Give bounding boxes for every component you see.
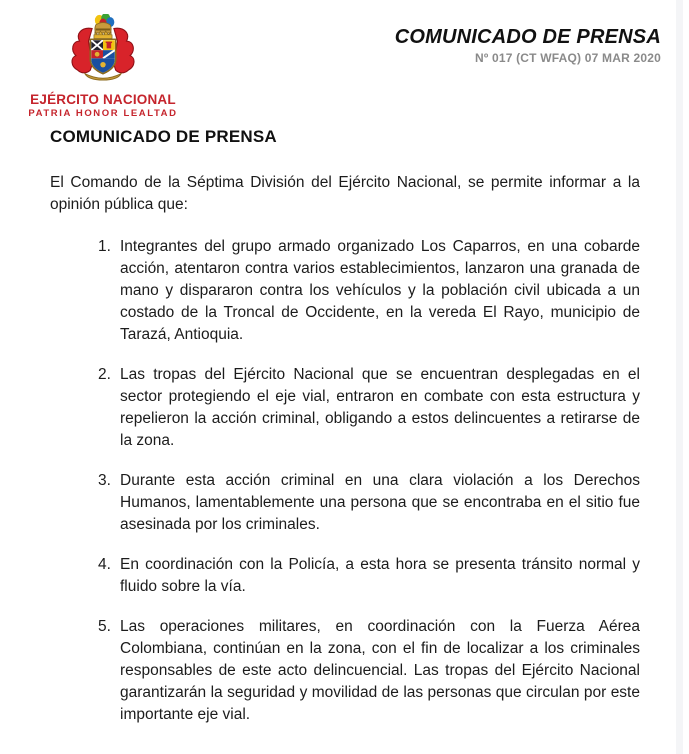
list-item <box>50 616 640 726</box>
document-header <box>0 0 689 119</box>
army-crest-icon <box>57 14 149 90</box>
army-logo-block <box>18 14 188 119</box>
numbered-list <box>50 236 640 726</box>
intro-paragraph: El Comando de la Séptima División del Ejército Nacional, se permite informar a la opinión pública que: <box>50 174 640 213</box>
list-item-text: Las tropas del Ejército Nacional que se encuentran desplegadas en el sector protegiendo el eje vial, entraron en combate con esta estructura y repelieron la acción criminal, obligando a estos delincuentes a retirarse de la zona. <box>120 366 640 449</box>
list-item-text: Las operaciones militares, en coordinación con la Fuerza Aérea Colombiana, continúan en la zona, con el fin de localizar a los criminales responsables de este acto delincuencial. Las tropas del Ejército Nacional garantizarán la seguridad y movilidad de las personas que circulan por este importante eje vial. <box>120 618 640 723</box>
list-item <box>50 470 640 536</box>
list-item <box>50 554 640 598</box>
header-right-block <box>395 26 661 65</box>
list-item-text: Integrantes del grupo armado organizado Los Caparros, en una cobarde acción, atentaron contra varios establecimientos, lanzaron una granada de mano y dispararon contra los vehículos y la población civil ubicada a un costado de la Troncal de Occidente, en la vereda El Rayo, municipio de Tarazá, Antioquia. <box>120 238 640 343</box>
list-item <box>50 236 640 346</box>
list-item-number: 4. <box>98 556 111 573</box>
press-release-number-date: Nº 017 (CT WFAQ) 07 MAR 2020 <box>474 51 661 65</box>
army-logo-title: EJÉRCITO NACIONAL <box>30 92 176 107</box>
page-title: COMUNICADO DE PRENSA <box>50 127 277 146</box>
list-item-text: Durante esta acción criminal en una clara violación a los Derechos Humanos, lamentablemente una persona que se encontraba en el sitio fue asesinada por los criminales. <box>120 472 640 533</box>
list-item <box>50 364 640 452</box>
list-item-number: 5. <box>98 618 111 635</box>
list-item-number: 2. <box>98 366 111 383</box>
army-logo-motto: PATRIA HONOR LEALTAD <box>28 108 178 119</box>
list-item-text: En coordinación con la Policía, a esta hora se presenta tránsito normal y fluido sobre la vía. <box>120 556 640 595</box>
list-item-number: 1. <box>98 238 111 255</box>
press-release-header-label: COMUNICADO DE PRENSA <box>394 26 661 48</box>
document-body <box>50 116 640 726</box>
list-item-number: 3. <box>98 472 111 489</box>
